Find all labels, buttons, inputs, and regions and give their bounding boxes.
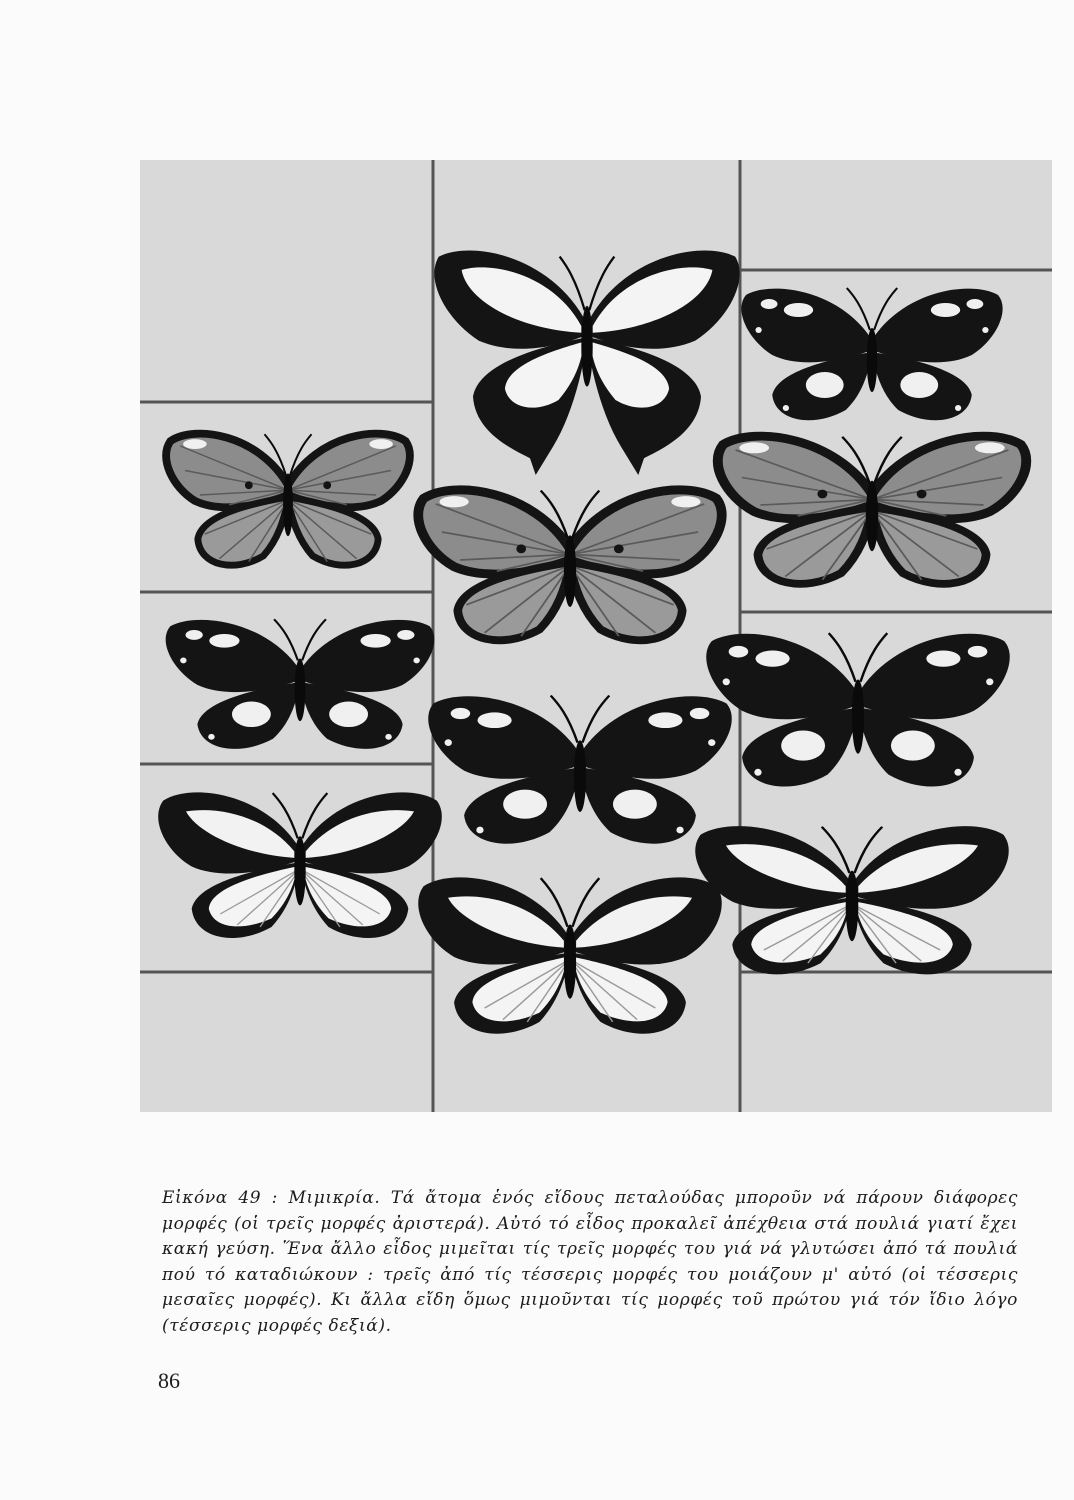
butterfly-right-3	[706, 633, 1010, 786]
butterfly-right-4	[695, 826, 1008, 974]
figure-label: Εἰκόνα 49 :	[162, 1188, 278, 1208]
butterfly-middle-3	[428, 696, 732, 844]
figure-caption-text: Μιμικρία. Τά ἄτομα ἑνός εἴδους πεταλούδας μποροῦν νά πάρουν διάφορες μορφές (οἱ τρεῖς μορφές ἀριστερά). Αὐτό τό εἶδος προκαλεῖ ἀπέχθεια στά πουλιά γιατί ἔχει κακή γεύση. Ἕνα ἄλλο εἶδος μιμεῖται τίς τρεῖς μορφές του γιά νά γλυτώσει ἀπό τά πουλιά πού τό καταδιώκουν : τρεῖς ἀπό τίς τέσσερις μορφές του μοιάζουν μ' αὐτό (οἱ τέσσερις μεσαῖες μορφές). Κι ἄλλα εἴδη ὅμως μιμοῦνται τίς μορφές τοῦ πρώτου γιά τόν ἴδιο λόγο (τέσσερις μορφές δεξιά).	[162, 1188, 1019, 1336]
butterfly-middle-2	[418, 490, 722, 640]
figure-caption	[162, 1186, 1018, 1339]
butterfly-middle-1	[434, 251, 739, 475]
butterfly-middle-4	[418, 877, 722, 1033]
butterfly-left-1	[166, 434, 410, 566]
butterfly-left-3	[158, 792, 442, 938]
mimicry-figure-plate	[140, 160, 1052, 1112]
butterfly-plate-illustration	[140, 160, 1052, 1112]
butterfly-right-2	[718, 436, 1026, 584]
butterfly-right-1	[741, 288, 1002, 420]
butterfly-left-2	[166, 619, 435, 749]
page-number: 86	[158, 1368, 180, 1393]
